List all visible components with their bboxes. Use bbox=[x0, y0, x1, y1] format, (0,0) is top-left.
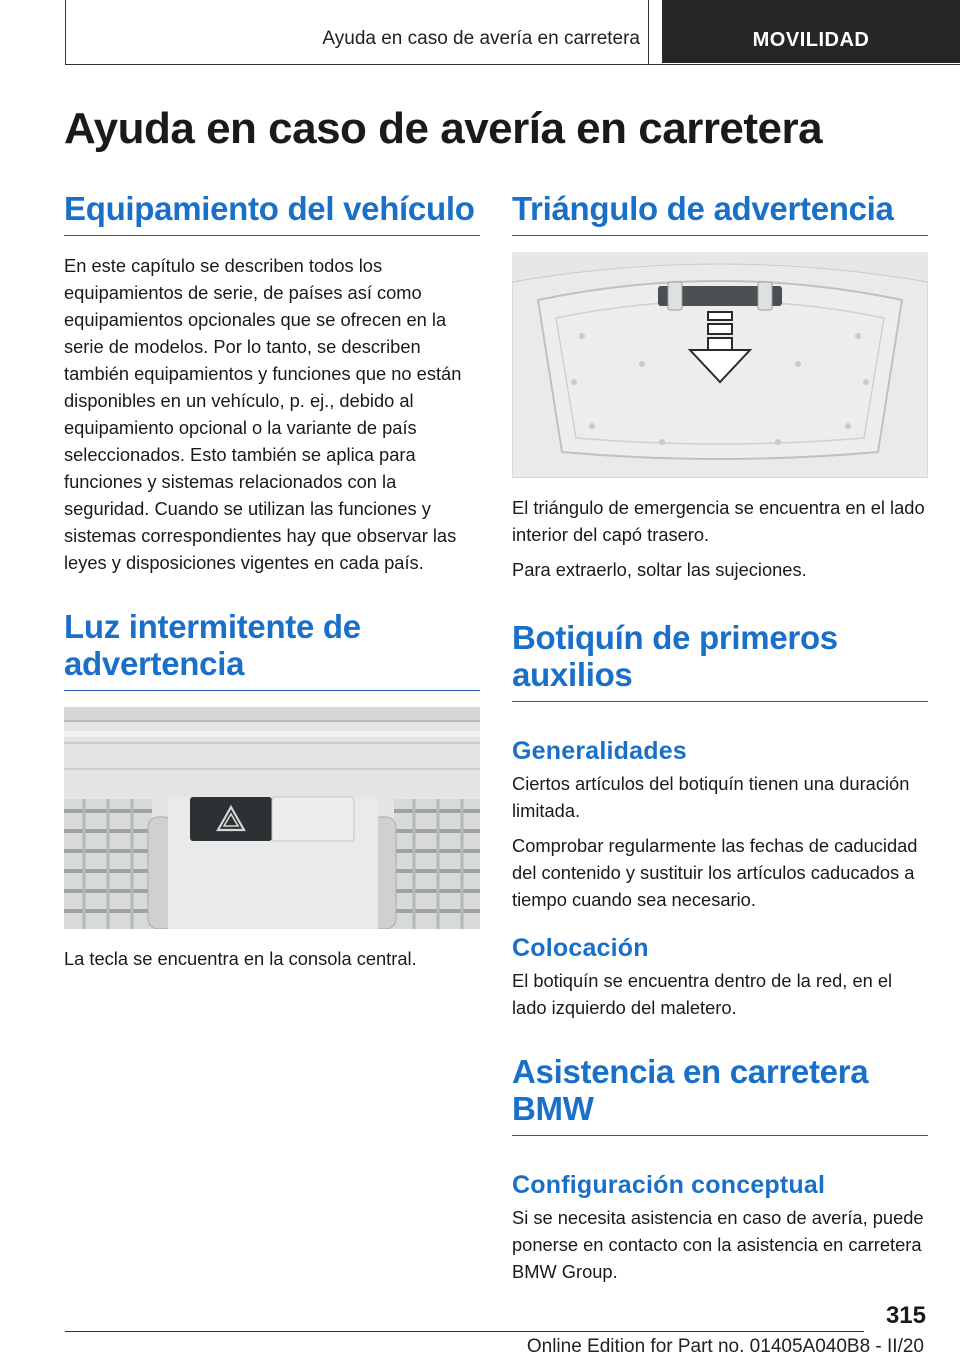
page-number: 315 bbox=[885, 1302, 926, 1329]
triangle-text-1: El triángulo de emergencia se encuentra en el lado interior del capó trasero. bbox=[512, 497, 925, 545]
warning-triangle-figure bbox=[512, 252, 928, 478]
heading-first-aid-kit: Botiquín de primeros auxilios bbox=[512, 619, 928, 702]
header-section-title: Ayuda en caso de avería en carretera bbox=[322, 28, 640, 49]
right-column bbox=[512, 190, 928, 1293]
heading-hazard-lights: Luz intermitente de advertencia bbox=[64, 608, 480, 691]
page-title: Ayuda en caso de avería en carretera bbox=[64, 104, 823, 153]
header-left-rule bbox=[65, 0, 66, 65]
general-text-2: Comprobar regularmente las fechas de caducidad del contenido y sustituir los artículos caducados a tiempo cuando sea necesario. bbox=[512, 835, 918, 910]
heading-placement: Colocación bbox=[512, 934, 649, 962]
heading-vehicle-equipment: Equipamiento del vehículo bbox=[64, 190, 480, 236]
hazard-caption: La tecla se encuentra en la consola central. bbox=[64, 948, 417, 969]
heading-conceptual-configuration: Configuración conceptual bbox=[512, 1171, 826, 1199]
header-right-rule bbox=[648, 0, 649, 65]
placement-text: El botiquín se encuentra dentro de la red, en el lado izquierdo del maletero. bbox=[512, 970, 893, 1018]
edition-footer: Online Edition for Part no. 01405A040B8 - II/20 bbox=[526, 1336, 924, 1357]
left-column bbox=[64, 190, 480, 980]
heading-warning-triangle: Triángulo de advertencia bbox=[512, 190, 928, 236]
triangle-text-2: Para extraerlo, soltar las sujeciones. bbox=[512, 559, 807, 580]
footer-rule bbox=[65, 1331, 864, 1332]
heading-general: Generalidades bbox=[512, 737, 687, 765]
hazard-console-illustration bbox=[64, 707, 480, 929]
hazard-button-figure bbox=[64, 707, 480, 929]
trunk-lid-illustration bbox=[512, 252, 928, 478]
assistance-text: Si se necesita asistencia en caso de avería, puede ponerse en contacto con la asistencia en carretera BMW Group. bbox=[512, 1207, 924, 1282]
header-chapter-tab[interactable]: MOVILIDAD bbox=[662, 0, 960, 63]
heading-bmw-roadside-assistance: Asistencia en carretera BMW bbox=[512, 1053, 928, 1136]
equipment-text: En este capítulo se describen todos los equipamientos de serie, de países así como equipamientos opcionales que se ofrecen en la serie de modelos. Por lo tanto, se describen también equipamientos y funciones que no están disponibles en un vehículo, p. ej., debido al equipamiento opcional o la variante de país seleccionados. Esto también se aplica para funciones y sistemas relacionados con la seguridad. Cuando se utilizan las funciones y sistemas correspondientes hay que observar las leyes y disposiciones vigentes en cada país. bbox=[64, 255, 462, 573]
general-text-1: Ciertos artículos del botiquín tienen una duración limitada. bbox=[512, 773, 910, 821]
header-bottom-rule bbox=[65, 64, 960, 65]
